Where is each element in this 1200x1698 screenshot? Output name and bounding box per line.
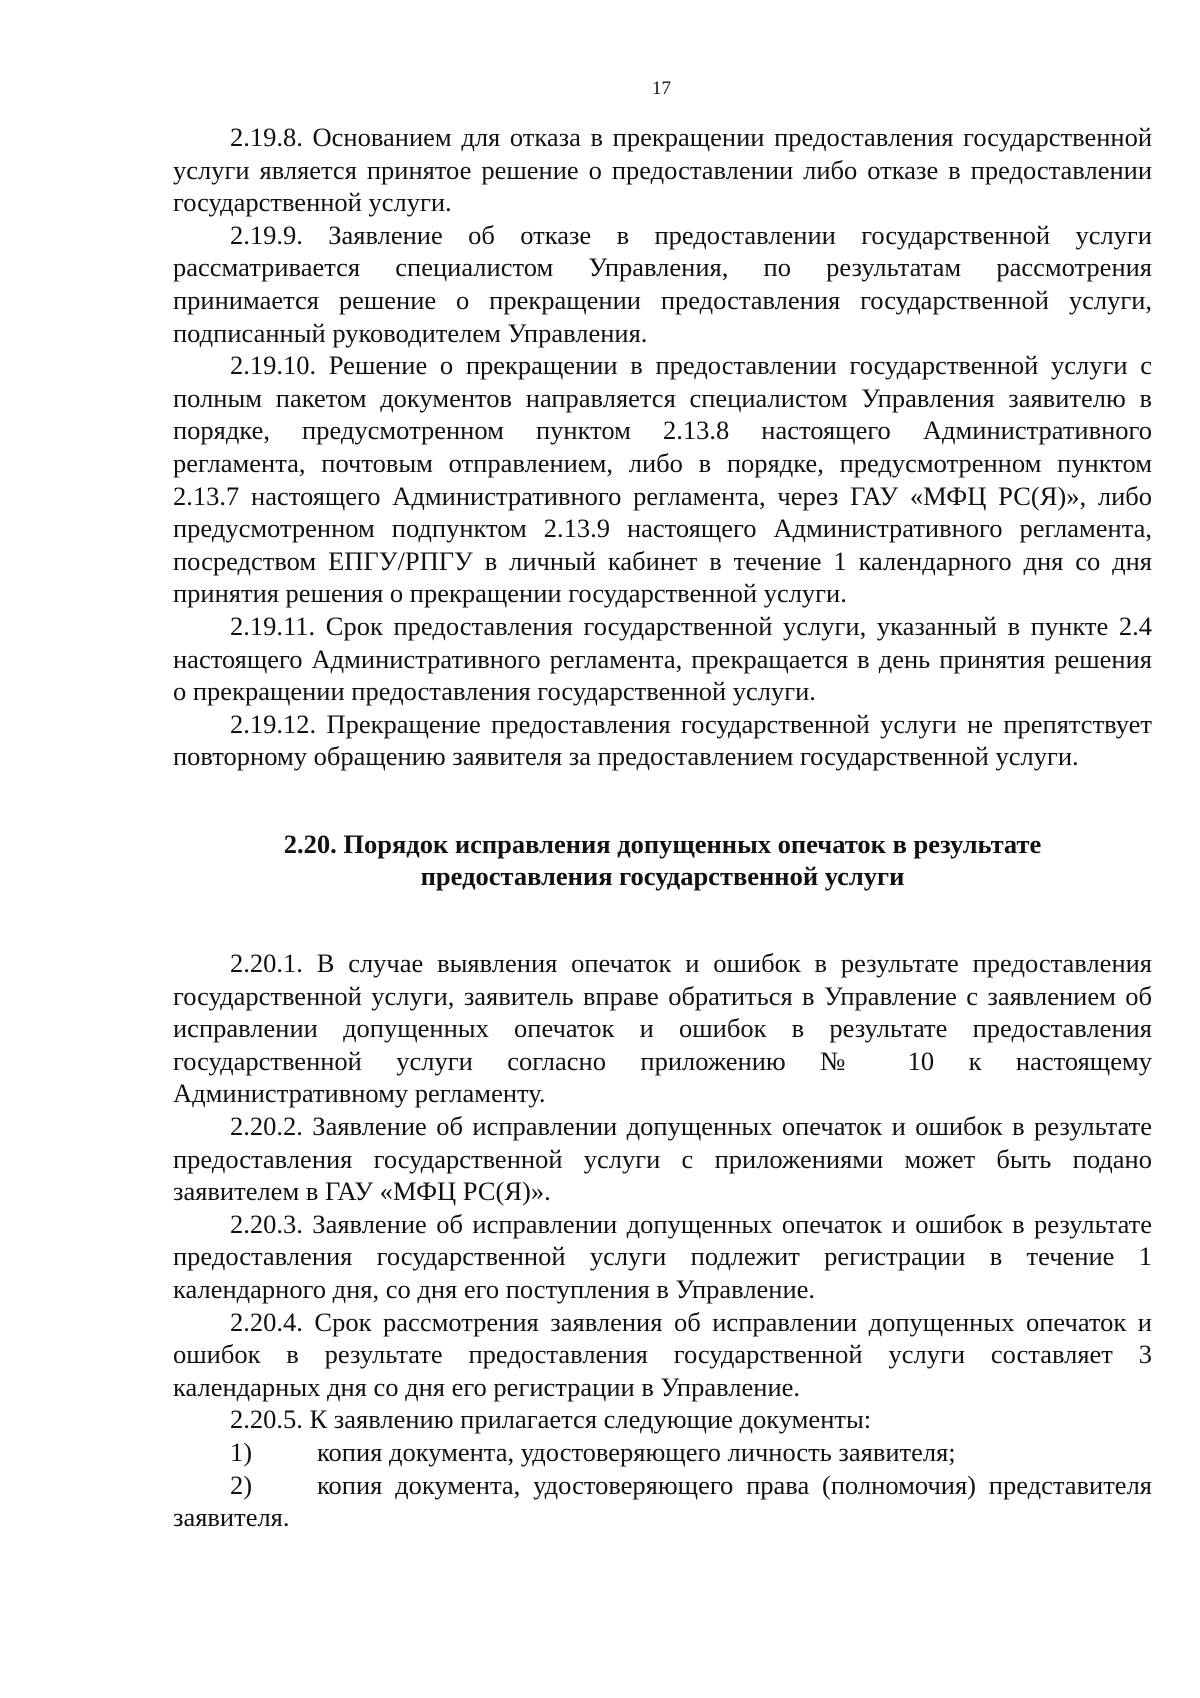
list-item <box>173 1436 1152 1469</box>
list-item <box>173 1469 1152 1534</box>
list-item-marker: 2) <box>230 1469 253 1500</box>
paragraph-2-19-8: 2.19.8. Основанием для отказа в прекращении предоставления государственной услуги является принятое решение о предоставлении либо отказе в предоставлении государственной услуги. <box>173 122 1152 218</box>
list-item-text: копия документа, удостоверяющего личность заявителя; <box>317 1436 956 1467</box>
paragraph-2-19-11: 2.19.11. Срок предоставления государственной услуги, указанный в пункте 2.4 настоящего Административного регламента, прекращается в день принятия решения о прекращении предоставления государственной услуги. <box>173 610 1152 707</box>
paragraph-2-20-1: 2.20.1. В случае выявления опечаток и ошибок в результате предоставления государственной услуги, заявитель вправе обратиться в Управление с заявлением об исправлении допущенных опечаток и ошибок в результате предоставления государственной услуги согласно приложению № 10 к настоящему Административному регламенту. <box>173 948 1152 1109</box>
paragraph-2-19-10: 2.19.10. Решение о прекращении в предоставлении государственной услуги с полным пакетом документов направляется специалистом Управления заявителю в порядке, предусмотренном пунктом 2.13.8 настоящего Административного регламента, почтовым отправлением, либо в порядке, предусмотренном пунктом 2.13.7 настоящего Административного регламента, через ГАУ «МФЦ РС(Я)», либо предусмотренном подпунктом 2.13.9 настоящего Административного регламента, посредством ЕПГУ/РПГУ в личный кабинет в течение 1 календарного дня со дня принятия решения о прекращении государственной услуги. <box>173 350 1152 609</box>
paragraph-2-20-5: 2.20.5. К заявлению прилагается следующие документы: <box>230 1404 872 1435</box>
paragraph-2-20-4: 2.20.4. Срок рассмотрения заявления об исправлении допущенных опечаток и ошибок в результате предоставления государственной услуги составляет 3 календарных дня со дня его регистрации в Управление. <box>173 1306 1152 1402</box>
paragraph-2-20-3: 2.20.3. Заявление об исправлении допущенных опечаток и ошибок в результате предоставления государственной услуги подлежит регистрации в течение 1 календарного дня, со дня его поступления в Управление. <box>173 1208 1152 1304</box>
page-number: 17 <box>652 78 671 99</box>
document-body <box>173 121 1152 1534</box>
section-heading-2-20 <box>173 828 1152 893</box>
section-heading-line-1: 2.20. Порядок исправления допущенных опечаток в результате <box>283 828 1042 859</box>
section-heading-line-2: предоставления государственной услуги <box>420 861 905 892</box>
list-item-marker: 1) <box>230 1436 253 1467</box>
paragraph-2-19-9: 2.19.9. Заявление об отказе в предоставлении государственной услуги рассматривается специалистом Управления, по результатам рассмотрения принимается решение о прекращении предоставления государственной услуги, подписанный руководителем Управления. <box>173 219 1152 348</box>
list-item-text: копия документа, удостоверяющего права (полномочия) представителя заявителя. <box>173 1469 1152 1533</box>
paragraph-2-19-12: 2.19.12. Прекращение предоставления государственной услуги не препятствует повторному обращению заявителя за предоставлением государственной услуги. <box>173 708 1152 772</box>
paragraph-2-20-2: 2.20.2. Заявление об исправлении допущенных опечаток и ошибок в результате предоставления государственной услуги с приложениями может быть подано заявителем в ГАУ «МФЦ РС(Я)». <box>173 1111 1152 1207</box>
